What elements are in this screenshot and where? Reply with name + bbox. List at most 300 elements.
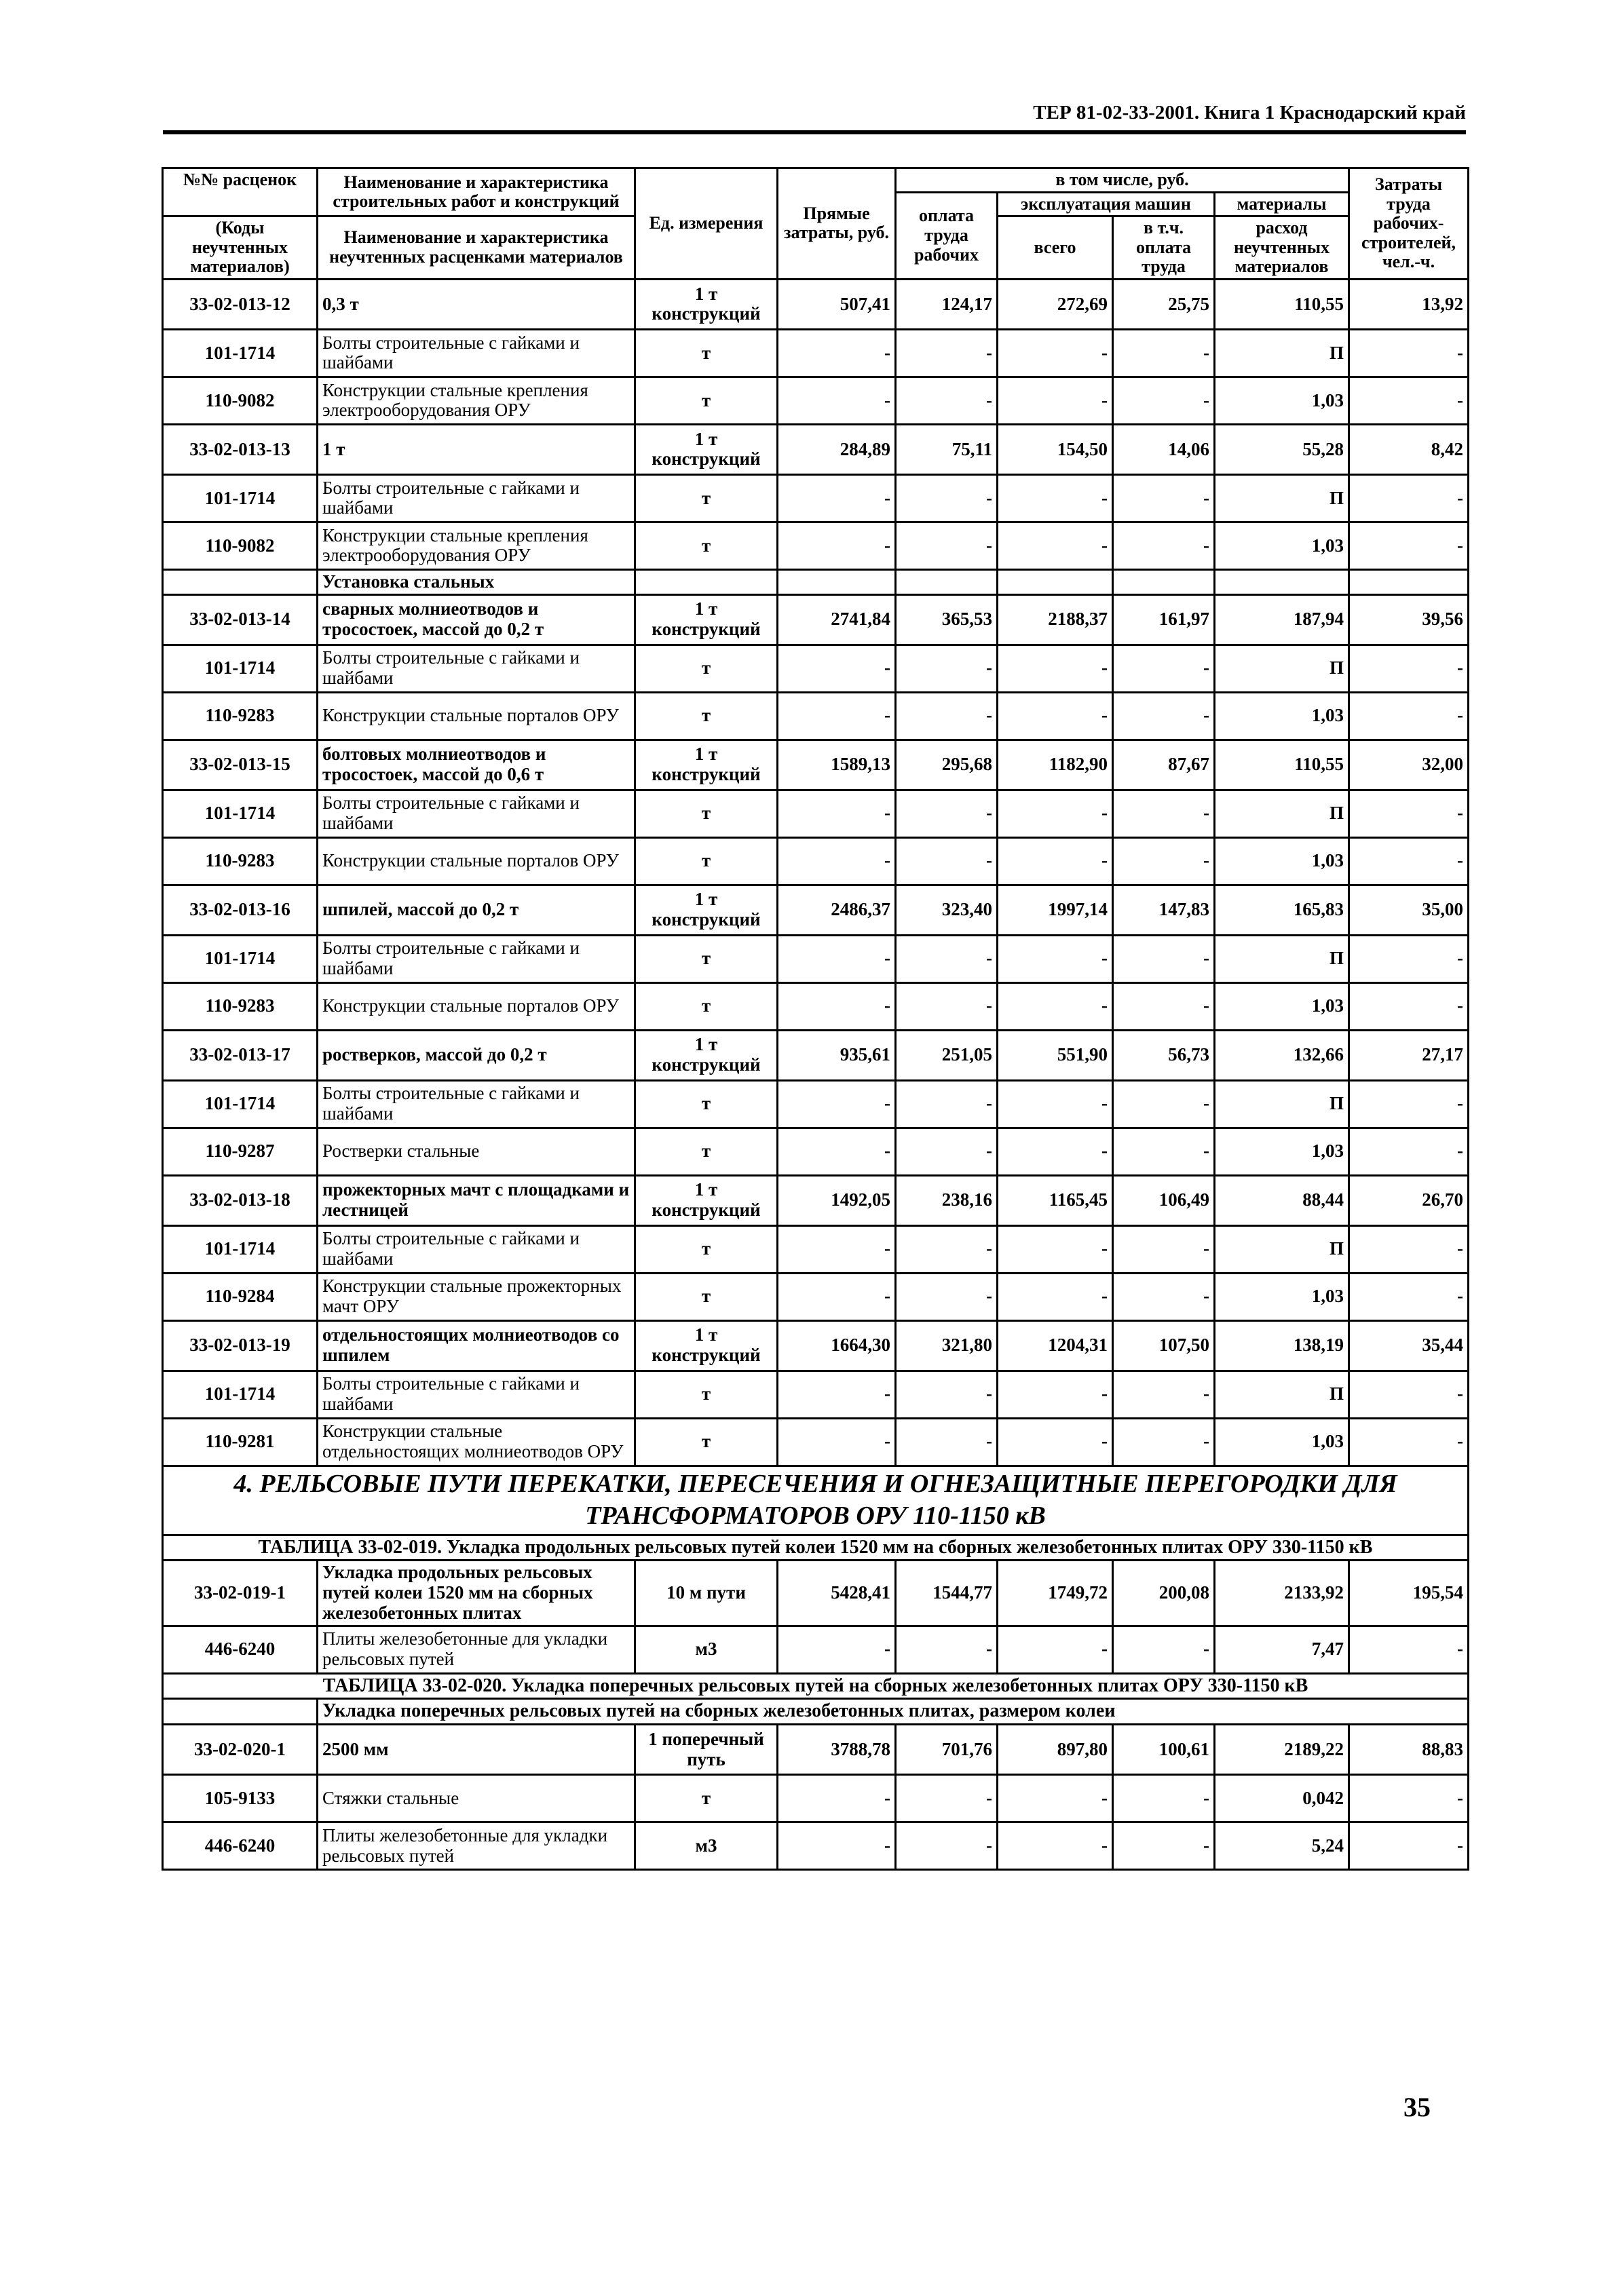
machines-wages-cost: - bbox=[1113, 377, 1215, 424]
direct-cost: - bbox=[778, 1273, 896, 1320]
rate-code: 110-9284 bbox=[163, 1273, 318, 1320]
rate-unit: 1 т конструкций bbox=[635, 1320, 778, 1371]
table-33-02-019-title-row bbox=[163, 1535, 1469, 1561]
table-33-02-020-subtitle-row bbox=[163, 1699, 1469, 1725]
empty-cell bbox=[635, 569, 778, 594]
material-row bbox=[163, 1418, 1469, 1466]
material-row bbox=[163, 692, 1469, 740]
rate-row bbox=[163, 1175, 1469, 1225]
wages-cost: - bbox=[896, 377, 998, 424]
labor-cost: - bbox=[1349, 1371, 1469, 1418]
materials-cost: 1,03 bbox=[1215, 692, 1349, 740]
rate-name: Конструкции стальные прожекторных мачт ОРУ bbox=[318, 1273, 635, 1320]
rate-code: 101-1714 bbox=[163, 329, 318, 377]
machines-cost: - bbox=[998, 1225, 1113, 1273]
rate-unit: т bbox=[635, 982, 778, 1030]
rate-code: 101-1714 bbox=[163, 935, 318, 982]
direct-cost: - bbox=[778, 522, 896, 569]
rate-unit: 10 м пути bbox=[635, 1561, 778, 1626]
direct-cost: 3788,78 bbox=[778, 1725, 896, 1775]
rate-name: Конструкции стальные отдельностоящих молниеотводов ОРУ bbox=[318, 1418, 635, 1466]
machines-wages-cost: - bbox=[1113, 1128, 1215, 1175]
wages-cost: - bbox=[896, 1225, 998, 1273]
machines-cost: 1204,31 bbox=[998, 1320, 1113, 1371]
machines-wages-cost: - bbox=[1113, 1822, 1215, 1870]
rate-row bbox=[163, 1320, 1469, 1371]
materials-cost: П bbox=[1215, 474, 1349, 522]
machines-wages-cost: - bbox=[1113, 935, 1215, 982]
machines-wages-cost: - bbox=[1113, 474, 1215, 522]
direct-cost: - bbox=[778, 645, 896, 692]
wages-cost: 75,11 bbox=[896, 424, 998, 474]
machines-wages-cost: - bbox=[1113, 692, 1215, 740]
materials-cost: 5,24 bbox=[1215, 1822, 1349, 1870]
labor-cost: - bbox=[1349, 522, 1469, 569]
machines-cost: 1182,90 bbox=[998, 740, 1113, 790]
rate-name: Болты строительные с гайками и шайбами bbox=[318, 329, 635, 377]
wages-cost: 238,16 bbox=[896, 1175, 998, 1225]
rate-unit: т bbox=[635, 522, 778, 569]
materials-cost: П bbox=[1215, 935, 1349, 982]
materials-cost: 138,19 bbox=[1215, 1320, 1349, 1371]
machines-wages-cost: - bbox=[1113, 1080, 1215, 1128]
wages-cost: 1544,77 bbox=[896, 1561, 998, 1626]
rate-name: болтовых молниеотводов и тросостоек, массой до 0,6 т bbox=[318, 740, 635, 790]
direct-cost: - bbox=[778, 1225, 896, 1273]
wages-cost: - bbox=[896, 1080, 998, 1128]
material-row bbox=[163, 1371, 1469, 1418]
rate-code: 33-02-013-19 bbox=[163, 1320, 318, 1371]
labor-cost: 26,70 bbox=[1349, 1175, 1469, 1225]
labor-cost: 195,54 bbox=[1349, 1561, 1469, 1626]
machines-wages-cost: - bbox=[1113, 982, 1215, 1030]
labor-cost: 35,00 bbox=[1349, 885, 1469, 935]
direct-cost: 284,89 bbox=[778, 424, 896, 474]
rate-name: Конструкции стальные порталов ОРУ bbox=[318, 837, 635, 885]
machines-cost: - bbox=[998, 1822, 1113, 1870]
rate-row bbox=[163, 885, 1469, 935]
rate-code: 33-02-020-1 bbox=[163, 1725, 318, 1775]
direct-cost: - bbox=[778, 790, 896, 837]
machines-wages-cost: - bbox=[1113, 645, 1215, 692]
rate-unit: т bbox=[635, 1775, 778, 1822]
direct-cost: 1492,05 bbox=[778, 1175, 896, 1225]
materials-cost: 7,47 bbox=[1215, 1626, 1349, 1673]
direct-cost: - bbox=[778, 1080, 896, 1128]
materials-cost: 0,042 bbox=[1215, 1775, 1349, 1822]
rate-code: 33-02-013-13 bbox=[163, 424, 318, 474]
material-row bbox=[163, 1225, 1469, 1273]
machines-wages-cost: 106,49 bbox=[1113, 1175, 1215, 1225]
machines-wages-cost: 100,61 bbox=[1113, 1725, 1215, 1775]
rate-unit: т bbox=[635, 1418, 778, 1466]
rate-unit: 1 т конструкций bbox=[635, 594, 778, 645]
machines-cost: - bbox=[998, 790, 1113, 837]
machines-cost: - bbox=[998, 837, 1113, 885]
rate-code: 33-02-013-14 bbox=[163, 594, 318, 645]
direct-cost: 5428,41 bbox=[778, 1561, 896, 1626]
direct-cost: - bbox=[778, 1418, 896, 1466]
rate-unit: т bbox=[635, 1225, 778, 1273]
table-33-02-020-title-row bbox=[163, 1673, 1469, 1699]
group-heading: Установка стальных bbox=[318, 569, 635, 594]
materials-cost: 88,44 bbox=[1215, 1175, 1349, 1225]
wages-cost: - bbox=[896, 837, 998, 885]
labor-cost: 35,44 bbox=[1349, 1320, 1469, 1371]
materials-cost: 165,83 bbox=[1215, 885, 1349, 935]
empty-cell bbox=[1113, 569, 1215, 594]
empty-cell bbox=[163, 569, 318, 594]
materials-cost: П bbox=[1215, 329, 1349, 377]
rate-code: 110-9281 bbox=[163, 1418, 318, 1466]
machines-wages-cost: - bbox=[1113, 790, 1215, 837]
col-machines-wages: в т.ч. оплата труда bbox=[1113, 216, 1215, 280]
machines-wages-cost: - bbox=[1113, 1371, 1215, 1418]
machines-wages-cost: - bbox=[1113, 1273, 1215, 1320]
direct-cost: 2741,84 bbox=[778, 594, 896, 645]
direct-cost: 507,41 bbox=[778, 279, 896, 329]
direct-cost: - bbox=[778, 1626, 896, 1673]
labor-cost: - bbox=[1349, 377, 1469, 424]
rate-code: 110-9082 bbox=[163, 377, 318, 424]
machines-cost: - bbox=[998, 982, 1113, 1030]
direct-cost: - bbox=[778, 935, 896, 982]
rate-code: 446-6240 bbox=[163, 1626, 318, 1673]
materials-cost: 1,03 bbox=[1215, 837, 1349, 885]
rate-unit: т bbox=[635, 645, 778, 692]
labor-cost: - bbox=[1349, 1418, 1469, 1466]
rate-code: 101-1714 bbox=[163, 790, 318, 837]
rate-row bbox=[163, 594, 1469, 645]
materials-cost: 1,03 bbox=[1215, 377, 1349, 424]
material-row bbox=[163, 522, 1469, 569]
labor-cost: - bbox=[1349, 935, 1469, 982]
labor-cost: - bbox=[1349, 692, 1469, 740]
machines-wages-cost: - bbox=[1113, 1225, 1215, 1273]
rate-code: 101-1714 bbox=[163, 474, 318, 522]
rate-name: Конструкции стальные крепления электрооборудования ОРУ bbox=[318, 377, 635, 424]
rate-code: 446-6240 bbox=[163, 1822, 318, 1870]
machines-cost: 2188,37 bbox=[998, 594, 1113, 645]
rate-unit: 1 т конструкций bbox=[635, 740, 778, 790]
machines-wages-cost: - bbox=[1113, 522, 1215, 569]
machines-cost: - bbox=[998, 645, 1113, 692]
group-heading-row bbox=[163, 569, 1469, 594]
rate-name: сварных молниеотводов и тросостоек, массой до 0,2 т bbox=[318, 594, 635, 645]
rate-name: Стяжки стальные bbox=[318, 1775, 635, 1822]
empty-cell bbox=[1349, 569, 1469, 594]
rate-code: 110-9283 bbox=[163, 982, 318, 1030]
rate-unit: т bbox=[635, 935, 778, 982]
labor-cost: - bbox=[1349, 1775, 1469, 1822]
materials-cost: П bbox=[1215, 645, 1349, 692]
wages-cost: - bbox=[896, 1418, 998, 1466]
labor-cost: - bbox=[1349, 790, 1469, 837]
rate-code: 33-02-013-17 bbox=[163, 1030, 318, 1080]
rate-name: ростверков, массой до 0,2 т bbox=[318, 1030, 635, 1080]
labor-cost: - bbox=[1349, 1128, 1469, 1175]
materials-cost: 1,03 bbox=[1215, 1418, 1349, 1466]
rate-name: прожекторных мачт с площадками и лестницей bbox=[318, 1175, 635, 1225]
wages-cost: - bbox=[896, 329, 998, 377]
machines-cost: - bbox=[998, 1626, 1113, 1673]
machines-cost: - bbox=[998, 935, 1113, 982]
machines-wages-cost: 14,06 bbox=[1113, 424, 1215, 474]
machines-cost: - bbox=[998, 329, 1113, 377]
rate-row bbox=[163, 424, 1469, 474]
machines-cost: - bbox=[998, 1418, 1113, 1466]
rate-unit: т bbox=[635, 1128, 778, 1175]
col-name-top: Наименование и характеристика строительных работ и конструкций bbox=[318, 168, 635, 216]
col-unit: Ед. измерения bbox=[635, 168, 778, 280]
direct-cost: - bbox=[778, 1822, 896, 1870]
wages-cost: - bbox=[896, 935, 998, 982]
material-row bbox=[163, 837, 1469, 885]
materials-cost: 1,03 bbox=[1215, 522, 1349, 569]
rate-code: 101-1714 bbox=[163, 645, 318, 692]
wages-cost: - bbox=[896, 645, 998, 692]
rate-code: 110-9082 bbox=[163, 522, 318, 569]
table-33-02-019-title: ТАБЛИЦА 33-02-019. Укладка продольных рельсовых путей колеи 1520 мм на сборных железобетонных плитах ОРУ 330-1150 кВ bbox=[163, 1535, 1469, 1561]
rate-name: Плиты железобетонные для укладки рельсовых путей bbox=[318, 1822, 635, 1870]
machines-cost: - bbox=[998, 522, 1113, 569]
rate-name: Болты строительные с гайками и шайбами bbox=[318, 1225, 635, 1273]
machines-cost: - bbox=[998, 1775, 1113, 1822]
material-row bbox=[163, 935, 1469, 982]
rate-unit: т bbox=[635, 474, 778, 522]
machines-wages-cost: 25,75 bbox=[1113, 279, 1215, 329]
rate-code: 33-02-013-12 bbox=[163, 279, 318, 329]
material-row bbox=[163, 1775, 1469, 1822]
labor-cost: - bbox=[1349, 1273, 1469, 1320]
col-machines-total: всего bbox=[998, 216, 1113, 280]
rate-unit: 1 т конструкций bbox=[635, 424, 778, 474]
rate-code: 101-1714 bbox=[163, 1080, 318, 1128]
material-row bbox=[163, 1128, 1469, 1175]
wages-cost: - bbox=[896, 982, 998, 1030]
direct-cost: 935,61 bbox=[778, 1030, 896, 1080]
rate-name: Укладка продольных рельсовых путей колеи 1520 мм на сборных железобетонных плитах bbox=[318, 1561, 635, 1626]
rate-code: 101-1714 bbox=[163, 1225, 318, 1273]
labor-cost: - bbox=[1349, 1225, 1469, 1273]
rate-unit: м3 bbox=[635, 1626, 778, 1673]
labor-cost: 13,92 bbox=[1349, 279, 1469, 329]
rate-name: 2500 мм bbox=[318, 1725, 635, 1775]
wages-cost: - bbox=[896, 522, 998, 569]
labor-cost: - bbox=[1349, 1080, 1469, 1128]
rate-code: 105-9133 bbox=[163, 1775, 318, 1822]
rate-row bbox=[163, 1725, 1469, 1775]
rate-name: Конструкции стальные порталов ОРУ bbox=[318, 982, 635, 1030]
wages-cost: - bbox=[896, 1626, 998, 1673]
col-materials-unaccounted: расход неучтенных материалов bbox=[1215, 216, 1349, 280]
col-labor: Затраты труда рабочих-строителей, чел.-ч. bbox=[1349, 168, 1469, 280]
rate-name: Болты строительные с гайками и шайбами bbox=[318, 1080, 635, 1128]
materials-cost: 2133,92 bbox=[1215, 1561, 1349, 1626]
direct-cost: 1589,13 bbox=[778, 740, 896, 790]
rate-name: Болты строительные с гайками и шайбами bbox=[318, 790, 635, 837]
empty-cell bbox=[163, 1699, 318, 1725]
direct-cost: - bbox=[778, 377, 896, 424]
running-header: ТЕР 81-02-33-2001. Книга 1 Краснодарский край bbox=[1033, 102, 1466, 123]
wages-cost: - bbox=[896, 1822, 998, 1870]
rate-unit: т bbox=[635, 377, 778, 424]
wages-cost: - bbox=[896, 1273, 998, 1320]
empty-cell bbox=[1215, 569, 1349, 594]
material-row bbox=[163, 1273, 1469, 1320]
rate-row bbox=[163, 279, 1469, 329]
machines-wages-cost: - bbox=[1113, 329, 1215, 377]
machines-cost: 1997,14 bbox=[998, 885, 1113, 935]
material-row bbox=[163, 1626, 1469, 1673]
wages-cost: - bbox=[896, 1775, 998, 1822]
header-rule bbox=[163, 130, 1466, 134]
rate-unit: 1 т конструкций bbox=[635, 1030, 778, 1080]
col-wages: оплата труда рабочих bbox=[896, 192, 998, 279]
rate-name: Плиты железобетонные для укладки рельсовых путей bbox=[318, 1626, 635, 1673]
direct-cost: - bbox=[778, 982, 896, 1030]
direct-cost: - bbox=[778, 474, 896, 522]
rates-table bbox=[162, 167, 1469, 1871]
materials-cost: П bbox=[1215, 1080, 1349, 1128]
rate-name: Болты строительные с гайками и шайбами bbox=[318, 935, 635, 982]
rate-unit: т bbox=[635, 837, 778, 885]
empty-cell bbox=[896, 569, 998, 594]
material-row bbox=[163, 474, 1469, 522]
machines-cost: 154,50 bbox=[998, 424, 1113, 474]
rate-unit: 1 т конструкций bbox=[635, 279, 778, 329]
material-row bbox=[163, 1822, 1469, 1870]
machines-wages-cost: - bbox=[1113, 837, 1215, 885]
wages-cost: - bbox=[896, 790, 998, 837]
table-33-02-020-subtitle: Укладка поперечных рельсовых путей на сборных железобетонных плитах, размером колеи bbox=[318, 1699, 1469, 1725]
table-33-02-020-title: ТАБЛИЦА 33-02-020. Укладка поперечных рельсовых путей на сборных железобетонных плитах ОРУ 330-1150 кВ bbox=[163, 1673, 1469, 1699]
machines-cost: - bbox=[998, 1080, 1113, 1128]
rate-unit: т bbox=[635, 1080, 778, 1128]
rate-code: 110-9287 bbox=[163, 1128, 318, 1175]
rate-unit: т bbox=[635, 1273, 778, 1320]
material-row bbox=[163, 982, 1469, 1030]
direct-cost: 1664,30 bbox=[778, 1320, 896, 1371]
rate-name: Болты строительные с гайками и шайбами bbox=[318, 1371, 635, 1418]
empty-cell bbox=[778, 569, 896, 594]
direct-cost: 2486,37 bbox=[778, 885, 896, 935]
wages-cost: 124,17 bbox=[896, 279, 998, 329]
materials-cost: 55,28 bbox=[1215, 424, 1349, 474]
machines-wages-cost: 87,67 bbox=[1113, 740, 1215, 790]
machines-cost: - bbox=[998, 1273, 1113, 1320]
rate-code: 33-02-013-15 bbox=[163, 740, 318, 790]
wages-cost: - bbox=[896, 1371, 998, 1418]
materials-cost: П bbox=[1215, 1371, 1349, 1418]
rate-name: Конструкции стальные крепления электрооборудования ОРУ bbox=[318, 522, 635, 569]
col-direct: Прямые затраты, руб. bbox=[778, 168, 896, 280]
rate-row bbox=[163, 740, 1469, 790]
machines-cost: - bbox=[998, 377, 1113, 424]
material-row bbox=[163, 1080, 1469, 1128]
labor-cost: - bbox=[1349, 837, 1469, 885]
labor-cost: - bbox=[1349, 1822, 1469, 1870]
rate-code: 33-02-013-18 bbox=[163, 1175, 318, 1225]
materials-cost: 2189,22 bbox=[1215, 1725, 1349, 1775]
direct-cost: - bbox=[778, 837, 896, 885]
empty-cell bbox=[998, 569, 1113, 594]
machines-wages-cost: 200,08 bbox=[1113, 1561, 1215, 1626]
wages-cost: 251,05 bbox=[896, 1030, 998, 1080]
col-machines: эксплуатация машин bbox=[998, 192, 1215, 216]
machines-wages-cost: - bbox=[1113, 1775, 1215, 1822]
rate-unit: 1 т конструкций bbox=[635, 1175, 778, 1225]
rate-code: 33-02-013-16 bbox=[163, 885, 318, 935]
materials-cost: 1,03 bbox=[1215, 1128, 1349, 1175]
material-row bbox=[163, 377, 1469, 424]
rate-unit: 1 поперечный путь bbox=[635, 1725, 778, 1775]
rate-row bbox=[163, 1030, 1469, 1080]
wages-cost: 321,80 bbox=[896, 1320, 998, 1371]
direct-cost: - bbox=[778, 329, 896, 377]
rate-row bbox=[163, 1561, 1469, 1626]
labor-cost: - bbox=[1349, 329, 1469, 377]
section-heading-row bbox=[163, 1466, 1469, 1535]
machines-cost: - bbox=[998, 692, 1113, 740]
materials-cost: 132,66 bbox=[1215, 1030, 1349, 1080]
machines-cost: 897,80 bbox=[998, 1725, 1113, 1775]
rate-code: 101-1714 bbox=[163, 1371, 318, 1418]
machines-wages-cost: 161,97 bbox=[1113, 594, 1215, 645]
machines-cost: 1749,72 bbox=[998, 1561, 1113, 1626]
direct-cost: - bbox=[778, 1371, 896, 1418]
direct-cost: - bbox=[778, 1775, 896, 1822]
machines-wages-cost: 56,73 bbox=[1113, 1030, 1215, 1080]
rate-unit: 1 т конструкций bbox=[635, 885, 778, 935]
direct-cost: - bbox=[778, 692, 896, 740]
rate-name: Болты строительные с гайками и шайбами bbox=[318, 474, 635, 522]
rate-name: Конструкции стальные порталов ОРУ bbox=[318, 692, 635, 740]
machines-cost: - bbox=[998, 474, 1113, 522]
material-row bbox=[163, 790, 1469, 837]
col-incl: в том числе, руб. bbox=[896, 168, 1349, 193]
wages-cost: - bbox=[896, 692, 998, 740]
machines-wages-cost: - bbox=[1113, 1418, 1215, 1466]
rate-unit: т bbox=[635, 692, 778, 740]
labor-cost: 8,42 bbox=[1349, 424, 1469, 474]
machines-cost: 272,69 bbox=[998, 279, 1113, 329]
wages-cost: 365,53 bbox=[896, 594, 998, 645]
wages-cost: - bbox=[896, 474, 998, 522]
labor-cost: - bbox=[1349, 474, 1469, 522]
direct-cost: - bbox=[778, 1128, 896, 1175]
machines-wages-cost: 107,50 bbox=[1113, 1320, 1215, 1371]
labor-cost: 27,17 bbox=[1349, 1030, 1469, 1080]
rate-name: 1 т bbox=[318, 424, 635, 474]
col-name-bottom: Наименование и характеристика неучтенных расценками материалов bbox=[318, 216, 635, 280]
labor-cost: 32,00 bbox=[1349, 740, 1469, 790]
labor-cost: - bbox=[1349, 645, 1469, 692]
materials-cost: 110,55 bbox=[1215, 279, 1349, 329]
materials-cost: П bbox=[1215, 1225, 1349, 1273]
rate-name: шпилей, массой до 0,2 т bbox=[318, 885, 635, 935]
col-code-top: №№ расценок bbox=[163, 168, 318, 216]
page-number: 35 bbox=[1403, 2092, 1431, 2122]
labor-cost: - bbox=[1349, 982, 1469, 1030]
rate-unit: м3 bbox=[635, 1822, 778, 1870]
machines-cost: - bbox=[998, 1128, 1113, 1175]
col-materials: материалы bbox=[1215, 192, 1349, 216]
wages-cost: 295,68 bbox=[896, 740, 998, 790]
materials-cost: 187,94 bbox=[1215, 594, 1349, 645]
machines-cost: 551,90 bbox=[998, 1030, 1113, 1080]
rate-name: Ростверки стальные bbox=[318, 1128, 635, 1175]
